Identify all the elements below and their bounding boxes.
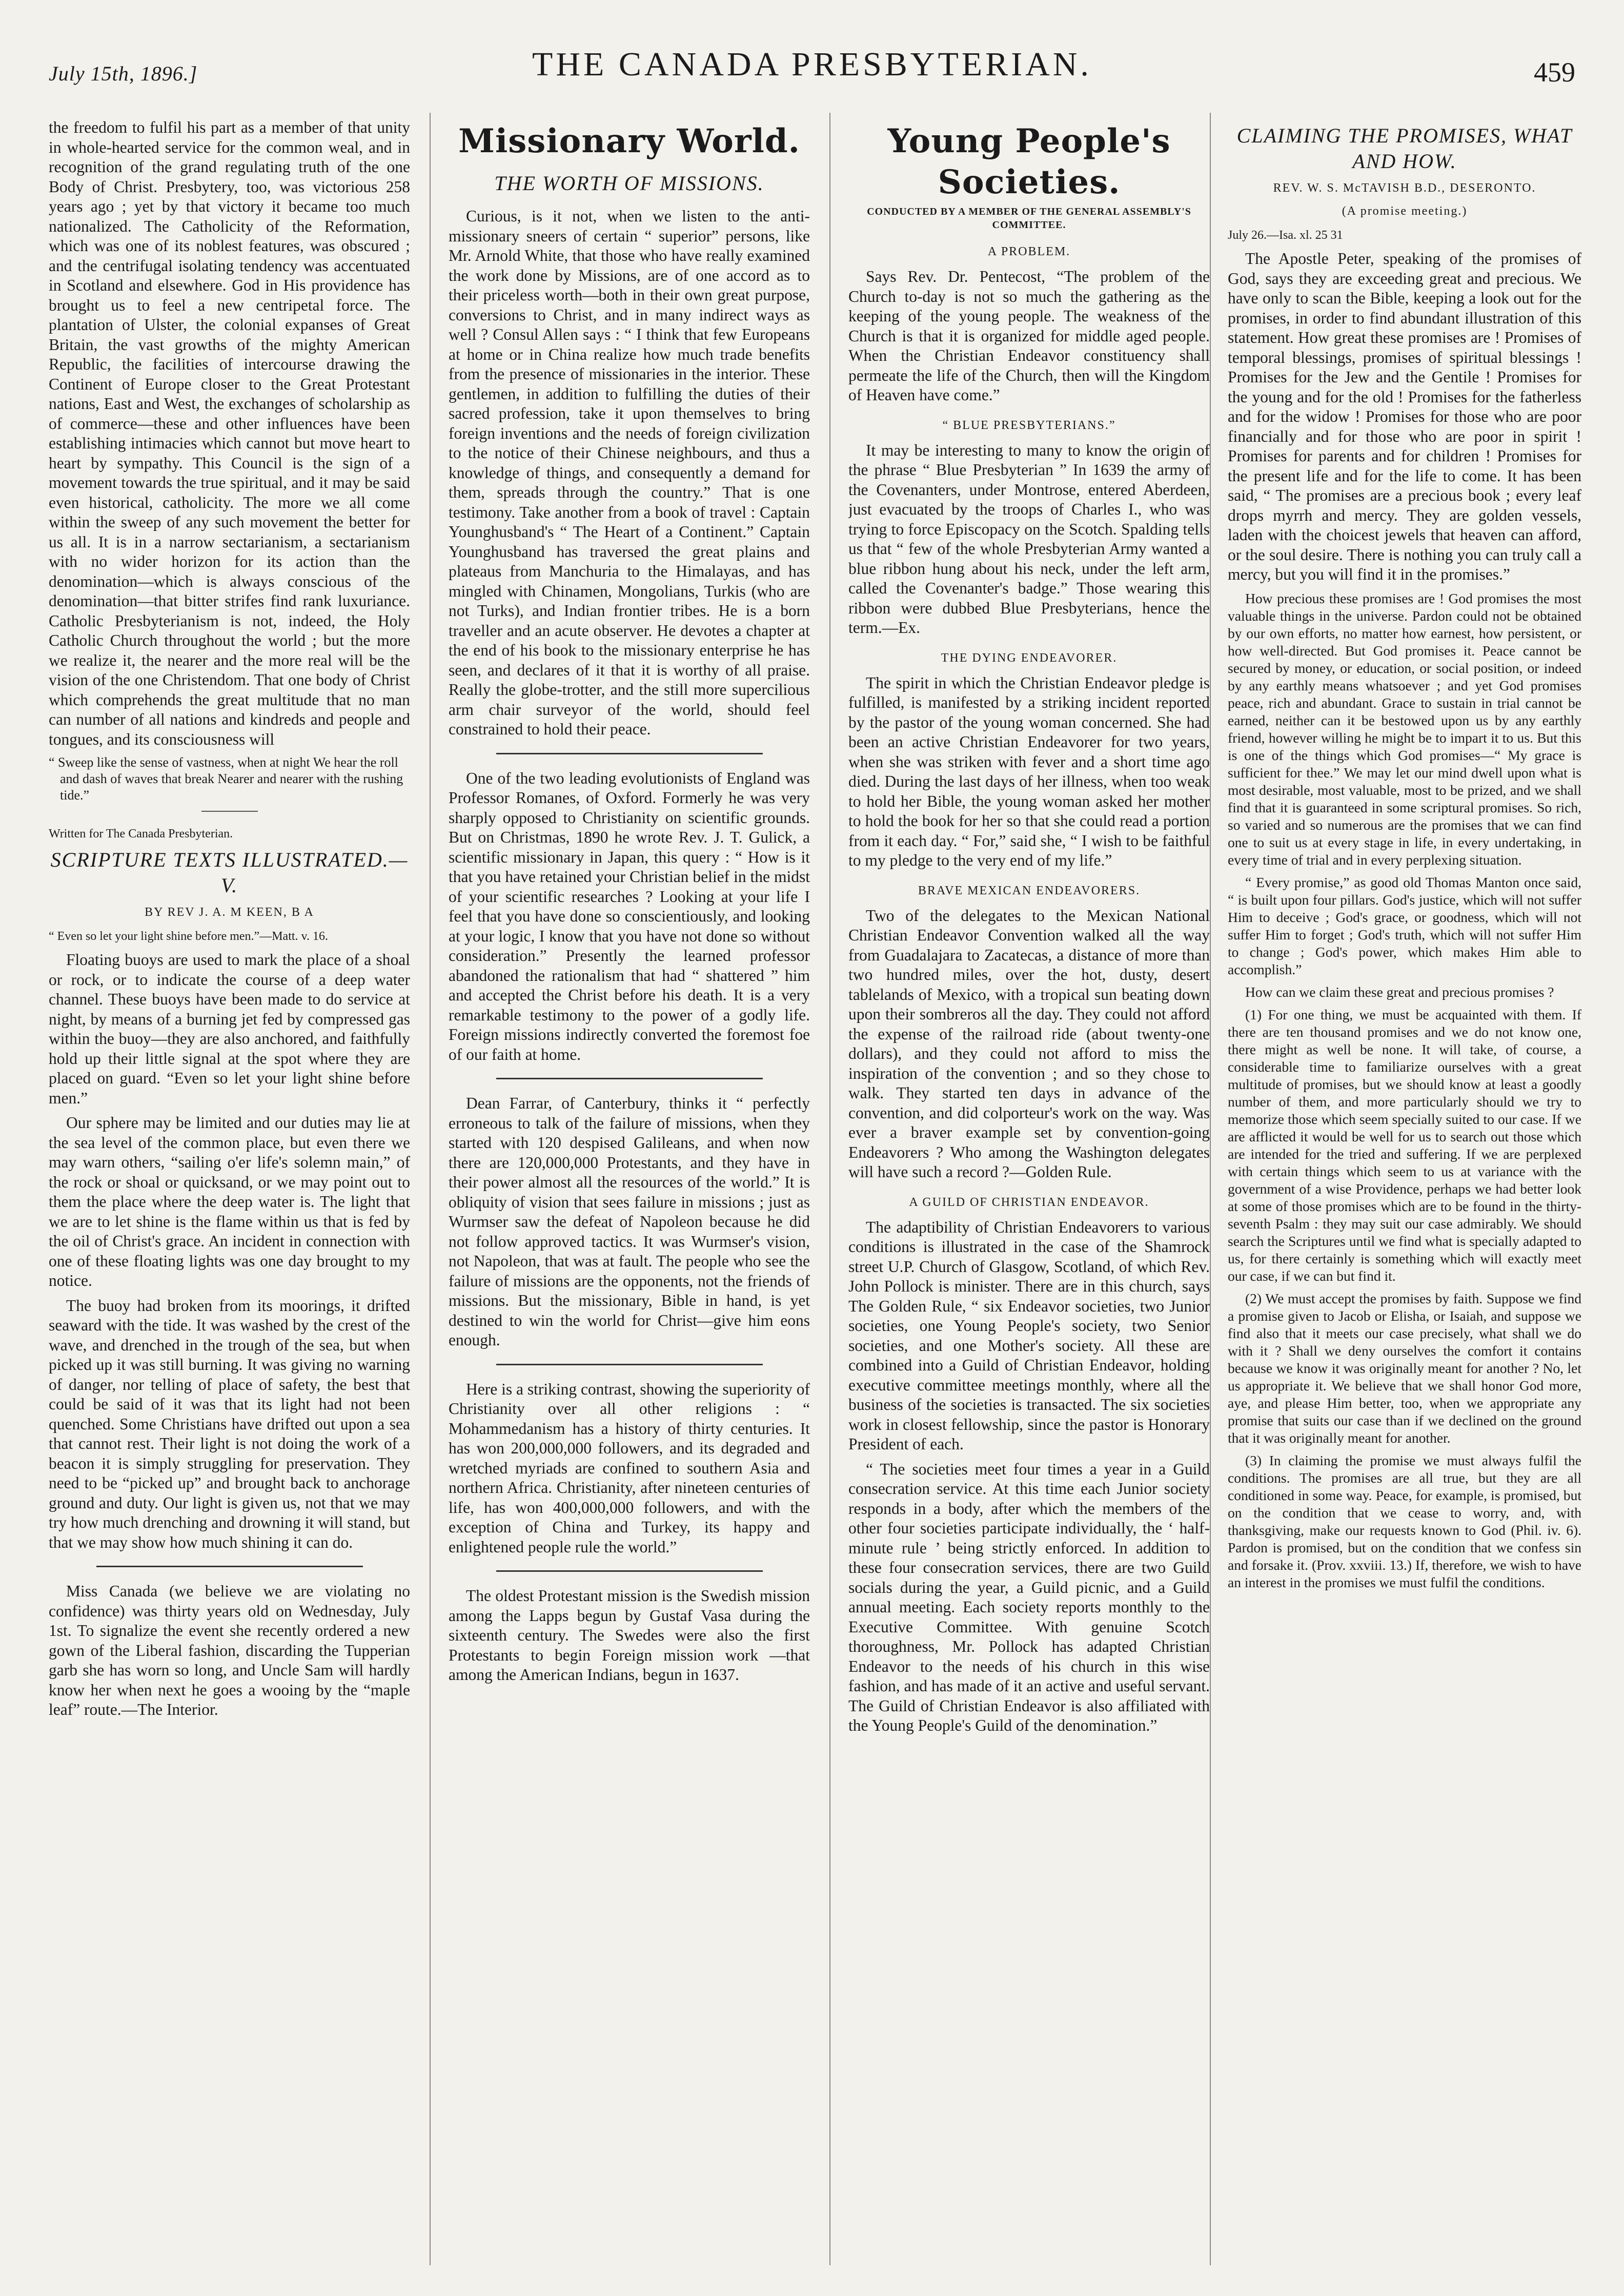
article-title: SCRIPTURE TEXTS ILLUSTRATED.—V. [50,848,409,897]
column-rule [829,113,830,2265]
meeting-note: (A promise meeting.) [1342,204,1468,218]
paragraph: Miss Canada (we believe we are violating no confidence) was thirty years old on Wednesday, July 1st. To signalize the event she recently ordered a new gown of the Liberal fashion, discarding the Tupperian garb she has worn so long, and Uncle Sam will hardly know her when next he goes a wooing by the “maple leaf” route.—The Interior. [49,1582,410,1718]
issue-date: July 15th, 1896.] [49,62,198,85]
page-header [49,25,1575,88]
article-byline: REV. W. S. McTAVISH B.D., DESERONTO. [1273,181,1536,195]
conducted-by-note: CONDUCTED BY A MEMBER OF THE GENERAL ASSEMBLY'S COMMITTEE. [867,206,1191,231]
section-divider [496,753,763,754]
article-heading: A PROBLEM. [987,245,1071,258]
paragraph: Curious, is it not, when we listen to the anti-missionary sneers of certain “ superior” persons, like Mr. Arnold White, that those who have really examined the work done by Missions, are of one accord as to their priceless worth—both in their own great purpose, conversions to Christ, and in many indirect ways as well ? Consul Allen says : “ I think that few Europeans at home or in China realize how much trade benefits from the presence of missionaries in the interior. These gentlemen, in addition to fulfilling the duties of their sacred profession, take it upon themselves to bring foreign inventions and the needs of foreign civilization to the notice of their Chinese neighbours, and thus a knowledge of things, and consequently a demand for them, spreads through the country.” That is one testimony. Take another from a book of travel : Captain Younghusband's “ The Heart of a Continent.” Captain Younghusband has traversed the great plains and plateaus from Manchuria to the Himalayas, and has mingled with Chinamen, Mongolians, Turkis (who are not Turks), and Indian frontier tribes. He is a born traveller and an acute observer. He devotes a chapter at the end of his book to the missionary enterprise he has seen, and declares of it that it is worthy of all praise. Really the globe-trotter, and the still more supercilious arm chair surveyor of the world, should feel constrained to hold their peace. [449,207,810,738]
section-heading: Young People's Societies. [887,122,1171,201]
paragraph: Floating buoys are used to mark the place of a shoal or rock, or to indicate the course of a deep water channel. These buoys have been made to do service at night, by means of a burning jet fed by compressed gas within the buoy—they are also anchored, and faithfully hold up their little signal at the spot where they are placed on guard. “Even so let your light shine before men.” [49,951,410,1107]
paragraph: How precious these promises are ! God promises the most valuable things in the universe. Pardon could not be obtained by our own efforts, no matter how earnest, how persistent, or how well-directed. But God promises it. Peace cannot be secured by money, or education, or social position, or indeed by any earthly means whatsoever ; and yet God promises peace, rich and abundant. Grace to sustain in trial cannot be earned, neither can it be bestowed upon us by any earthly friend, however willing he might be to impart it to us. But this is one of the things which God promises—“ My grace is sufficient for thee.” We may let our mind dwell upon what is most desirable, most valuable, most to be prized, and we shall find that it is guaranteed in some scriptural promises. So rich, so varied and so numerous are the promises that we can find one to suit us at every stage in life, in every undertaking, in every time of trial and in every perplexing situation. [1228,590,1581,868]
publication-title: THE CANADA PRESBYTERIAN. [532,46,1092,83]
article-title: THE WORTH OF MISSIONS. [494,172,764,195]
article-heading: BRAVE MEXICAN ENDEAVORERS. [918,884,1141,897]
paragraph: The spirit in which the Christian Endeavor pledge is fulfilled, is manifested by a striking incident reported by the pastor of the young woman concerned. She had been an active Christian Endeavorer for two years, when she was striken with fever and a short time ago died. During the last days of her illness, when too weak to hold her Bible, the young woman asked her mother to hold the book for her so that she could read a portion from it each day. “ For,” said she, “ I wish to be faithful to my pledge to the very end of my life.” [848,673,1210,869]
column-3 [848,118,1210,2260]
section-divider [96,1566,363,1567]
epigraph: “ Even so let your light shine before men.”—Matt. v. 16. [49,930,328,943]
section-divider [496,1078,763,1079]
paragraph: Here is a striking contrast, showing the superiority of Christianity over all other religions : “ Mohammedanism has a history of thirty centuries. It has won 200,000,000 followers, and its degraded and wretched myriads are confined to southern Asia and northern Africa. Christianity, after nineteen centuries of life, has won 400,000,000 followers, and with the exception of China and Turkey, its happy and enlightened people rule the world.” [449,1380,810,1556]
scripture-reference: July 26.—Isa. xl. 25 31 [1228,229,1343,242]
section-divider [496,1570,763,1572]
article-byline: BY REV J. A. M KEEN, B A [145,906,314,919]
paragraph: (1) For one thing, we must be acquainted with them. If there are ten thousand promises and we do not know one, there might as well be none. It will take, of course, a considerable time to familiarize ourselves with a great multitude of promises, but we should know at least a goodly number of them, and more particularly should we try to memorize those which seem specially suited to our case. If we are afflicted it would be well for us to search out those which are intended for the tried and suffering. If we are perplexed with certain things which seem to us at variance with the government of a wise Providence, perhaps we had better look at some of those promises which are to be found in the thirty-seventh Psalm : they may suit our case admirably. We should search the Scriptures until we find what is specially adapted to us, for there certainly is something which will exactly meet our case, if we can but find it. [1228,1006,1581,1284]
column-2 [449,118,810,2260]
column-rule [1210,113,1211,2265]
column-4 [1228,118,1581,2260]
divider [201,811,258,812]
paragraph: The adaptibility of Christian Endeavorers to various conditions is illustrated in the case of the Shamrock street U.P. Church of Glasgow, Scotland, of which Rev. John Pollock is minister. There are in this church, says The Golden Rule, “ six Endeavor societies, two Junior societies, one Young People's society, two Senior societies, and one Mother's society. All these are combined into a Guild of Christian Endeavor, holding executive committee meetings monthly, where all the business of the societies is transacted. The six societies work in closest fellowship, since the pastor is Honorary President of each. [848,1218,1210,1453]
article-heading: A GUILD OF CHRISTIAN ENDEAVOR. [909,1195,1149,1209]
verse-quote: “ Sweep like the sense of vastness, when at night We hear the roll and dash of waves that break Nearer and nearer with the rushing tide.” [49,755,403,803]
paragraph: Says Rev. Dr. Pentecost, “The problem of the Church to-day is not so much the gathering as the keeping of the young people. The weakness of the Church is that it is organized for middle aged people. When the Christian Endeavor constituency shall permeate the life of the Church, then will the Kingdom of Heaven have come.” [848,268,1210,404]
paragraph: How can we claim these great and precious promises ? [1245,983,1554,1000]
paragraph: Dean Farrar, of Canterbury, thinks it “ perfectly erroneous to talk of the failure of missions, when they started with 120 despised Galileans, and when now there are 120,000,000 Protestants, and they have in their power almost all the resources of the world.” It is obliquity of vision that sees failure in missions ; just as Wurmser saw the defeat of Napoleon because he did not follow approved tactics. It was Wurmser's vision, not Napoleon, that was at fault. The people who see the failure of missions are the opponents, not the friends of missions. But the missionary, Bible in hand, is yet destined to win the world for Christ—give him eons enough. [449,1094,810,1349]
column-rule [430,113,431,2265]
article-heading: “ BLUE PRESBYTERIANS.” [942,418,1116,432]
article-heading: THE DYING ENDEAVORER. [941,651,1118,665]
column-1 [49,118,410,2260]
paragraph: The oldest Protestant mission is the Swedish mission among the Lapps begun by Gustaf Vasa during the sixteenth century. The Swedes were also the first Protestants to begin Foreign mission work —that among the American Indians, begun in 1637. [449,1587,810,1684]
paragraph: “ Every promise,” as good old Thomas Manton once said, “ is built upon four pillars. God's justice, which will not suffer Him to deceive ; God's grace, or goodness, which will not suffer Him to forget ; God's truth, which will not suffer Him to change ; God's power, which makes Him able to accomplish.” [1228,874,1581,977]
paragraph: Our sphere may be limited and our duties may lie at the sea level of the common place, but even there we may warn others, “sailing o'er life's solemn main,” of the rock or shoal or quicksand, or we may point out to them the place where the deep water is. The light that we are to let shine is the flame within us that is fed by the oil of Christ's grace. An incident in connection with one of these floating lights was one day brought to my notice. [49,1114,410,1289]
paragraph: (3) In claiming the promise we must always fulfil the conditions. The promises are all true, but they are all conditioned in some way. Peace, for example, is promised, but on the condition that we cease to worry, and, with thanksgiving, make our requests known to God (Phil. iv. 6). Pardon is promised, but on the condition that we confess sin and forsake it. (Prov. xxviii. 13.) If, therefore, we wish to have an interest in the promises we must fulfil the conditions. [1228,1452,1581,1590]
section-heading: Missionary World. [458,122,800,160]
paragraph: (2) We must accept the promises by faith. Suppose we find a promise given to Jacob or Elisha, or Isaiah, and suppose we find also that it meets our case precisely, what shall we do with it ? Shall we deny ourselves the comfort it contains because we know it was originally meant for another ? No, let us appropriate it. We believe that we shall honor God more, aye, and please Him better, too, when we appropriate any promise that suits our case than if we declined on the ground that it was originally meant for another. [1228,1290,1581,1446]
section-divider [496,1364,763,1365]
written-for-note: Written for The Canada Presbyterian. [49,827,233,840]
paragraph: “ The societies meet four times a year in a Guild consecration service. At this time each Junior society responds in a body, after which the members of the other four societies participate individually, the ‘ half-minute rule ’ being strictly enforced. In addition to these four consecration services, there are two Guild socials during the year, a Guild picnic, and a Guild annual meeting. Each society reports monthly to the Executive Committee. With genuine Scotch thoroughness, Mr. Pollock has adapted Christian Endeavor to the needs of his church in this wise fashion, and has made of it an active and useful servant. The Guild of Christian Endeavor is also affiliated with the Young People's Guild of the denomination.” [848,1460,1210,1734]
paragraph: It may be interesting to many to know the origin of the phrase “ Blue Presbyterian ” In 1639 the army of the Covenanters, under Montrose, entered Aberdeen, just evacuated by the troops of Charles I., who was trying to force Episcopacy on the Scotch. Spalding tells us that “ few of the whole Presbyterian Army wanted a blue ribbon hung about his neck, under the left arm, called the Covenanter's badge.” Those wearing this ribbon were dubbed Blue Presbyterians, hence the term.—Ex. [848,441,1210,637]
article-title: CLAIMING THE PROMISES, WHAT AND HOW. [1236,124,1573,173]
paragraph: the freedom to fulfil his part as a member of that unity in whole-hearted service for the common weal, and in recognition of the grand regulating truth of the one Body of Christ. Presbytery, too, was victorious 258 years ago ; yet by that victory it became too much nationalized. The Catholicity of the Reformation, which was one of its noblest features, was obscured ; and the centrifugal isolating tendency was accentuated in Scotland and elsewhere. God in His providence has brought us to feel a new centripetal force. The plantation of Ulster, the colonial expanses of Great Britain, the vast growths of the mighty American Republic, the facilities of intercourse drawing the Continent of Europe closer to the Great Protestant nations, East and West, the exchanges of scholarship as of commerce—these and other influences have been establishing intimacies which cannot but move heart to heart by sympathy. This Council is the sign of a movement towards the true spiritual, and it may be said even historical, catholicity. The more we all come within the sweep of any such movement the better for us all. It is in a narrow sectarianism, a sectarianism with no wider horizon for its action than the denomination—which is always conscious of the denomination—that bitter strifes find rank luxuriance. Catholic Presbyterianism is not, indeed, the Holy Catholic Church throughout the world ; but the more we realize it, the nearer and the more real will be the vision of the one Christendom. That one body of Christ which comprehends the great multitude that no man can number of all nations and kindreds and people and tongues, and its consciousness will [49,118,410,748]
paragraph: The Apostle Peter, speaking of the promises of God, says they are exceeding great and precious. We have only to scan the Bible, keeping a look out for the promises, in order to find abundant illustration of this statement. How great these promises are ! Promises of temporal blessings, promises of spiritual blessings ! Promises for the Jew and the Gentile ! Promises for the young and for the old ! Promises for the fatherless and for the widow ! Promises for those who are poor financially and for those who are poor in spirit ! Promises for parents and for children ! Promises for the present life and for the life to come. It has been said, “ The promises are a precious book ; every leaf drops myrrh and mercy. They are golden vessels, laden with the choicest jewels that heaven can afford, or the soul desire. There is nothing you can truly call a mercy, but you will find it in the promises.” [1228,250,1581,583]
paragraph: One of the two leading evolutionists of England was Professor Romanes, of Oxford. Formerly he was very sharply opposed to Christianity on scientific grounds. But on Christmas, 1890 he wrote Rev. J. T. Gulick, a scientific missionary in Japan, this query : “ How is it that you have retained your Christian belief in the midst of your scientific researches ? Looking at your life I feel that you have done so conscientiously, and looking at your logic, I know that you have not done so without consideration.” Presently the learned professor abandoned the rationalism that had “ shattered ” him and accepted the Christ before his death. It is a very remarkable testimony to the power of a godly life. Foreign missions indirectly converted the foremost foe of our faith at home. [449,769,810,1063]
page-number: 459 [1534,57,1575,88]
paragraph: Two of the delegates to the Mexican National Christian Endeavor Convention walked all the way from Guadalajara to Zacatecas, a distance of more than two hundred miles, over the hot, dusty, desert tablelands of Mexico, with a tropical sun beating down upon their sombreros all the day. They could not afford the expense of the railroad ride (about twenty-one dollars), and they could not afford to miss the inspiration of the convention ; and so they chose to walk. They started ten days in advance of the convention, and did colporteur's work on the way. Was ever a braver example set by convention-going Endeavorers ? Who among the Washington delegates will have such a record ?—Golden Rule. [848,906,1210,1181]
paragraph: The buoy had broken from its moorings, it drifted seaward with the tide. It was washed by the crest of the wave, and drenched in the trough of the sea, but when picked up it was still burning. It was giving no warning of danger, nor telling of place of safety, the best that could be said of it was that its light had not been quenched. Some Christians have drifted out upon a sea that cannot rest. Their light is not doing the work of a beacon it is simply struggling for preservation. They need to be “picked up” and brought back to anchorage ground and duty. Our light is given us, not that we may try how much drenching and drowning it will stand, but that we may show how much shining it can do. [49,1296,410,1551]
